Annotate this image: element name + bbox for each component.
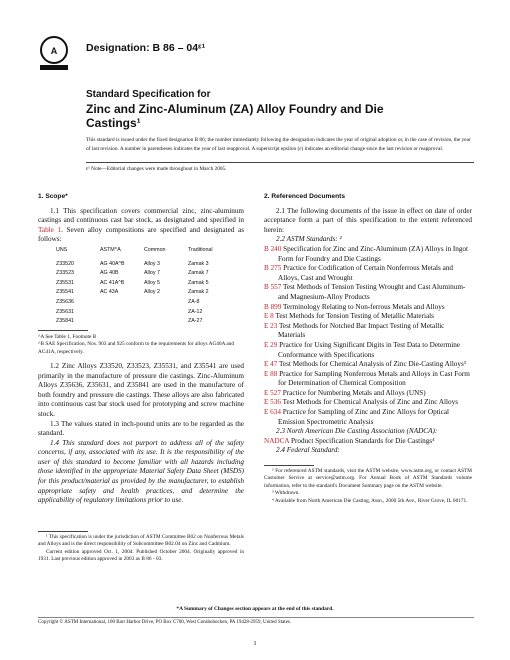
paragraph-2-4: 2.4 Federal Standard: (276, 446, 340, 455)
footnote-4: ⁴ Available from North American Die Casting, Assn., 2000 5th Ave., River Grove, IL 60171. (272, 497, 468, 504)
separator (86, 162, 474, 163)
reference-link[interactable]: E 8 (264, 312, 274, 321)
list-item: B 240 Specification for Zinc and Zinc-Aluminum (ZA) Alloys in Ingot Form for Foundry and Die Castings (264, 244, 469, 263)
table-header-uns: UNS (56, 246, 68, 253)
list-item: E 88 Practice for Sampling Nonferrous Metals and Alloys in Cast Form for Determination of Chemical Composition (264, 369, 470, 388)
list-item: B 557 Test Methods of Tension Testing Wrought and Cast Aluminum- and Magnesium-Alloy Products (264, 283, 466, 301)
right-column (264, 192, 472, 456)
paragraph-2-3: 2.3 North American Die Casting Association (NADCA): (276, 427, 438, 436)
table-footnote-rule (38, 330, 88, 331)
alloy-table (56, 246, 213, 327)
list-item: B 275 Practice for Codification of Certain Nonferrous Metals and Alloys, Cast and Wrought (264, 264, 454, 282)
table-row: Z35631 ZA-12 (56, 308, 203, 315)
table-row: Z33520 AG 40A^B Alloy 3 Zamak 3 (56, 260, 209, 267)
paragraph-1-4: 1.4 This standard does not purport to address all of the safety concerns, if any, associated with its use. It is the responsibility of the user of this standard to become familiar with all hazards including those identified in the appropriate Material Safety Data Sheet (MSDS) for this product/material as provided by the manufacturer, to establish appropriate safety and health practices, and determine the applicability of regulatory limitations prior to use. (38, 438, 244, 505)
editorial-note: ε¹ Note—Editorial changes were made throughout in March 2005. (86, 166, 227, 172)
list-item: E 47 Test Methods for Chemical Analysis of Zinc Die-Casting Alloys³ (264, 360, 466, 369)
list-item: B 899 Terminology Relating to Non-ferrous Metals and Alloys (264, 302, 445, 311)
paragraph-2-2: 2.2 ASTM Standards: ² (276, 235, 342, 244)
svg-text:A: A (50, 46, 58, 56)
astm-logo (38, 36, 70, 72)
table-footnote-b: ^B SAE Specification, Nos. 903 and 925 conform to the requirements for alloys AG40A and AC41A, respectively. (38, 341, 235, 355)
paragraph-1-1: 1.1 This specification covers commercial zinc, zinc-aluminum castings and continuous cast bar stock, as designated and specified in Table 1. Seven alloy compositions are specified and designated as follows: (38, 206, 245, 244)
table-row: Z35541 AC 43A Alloy 2 Zamak 2 (56, 289, 209, 296)
paragraph-1-3: 1.3 The values stated in inch-pound units are to be regarded as the standard. (38, 419, 244, 438)
reference-link[interactable]: B 899 (264, 302, 282, 311)
list-item: E 634 Practice for Sampling of Zinc and Zinc Alloys for Optical Emission Spectrometric Analysis (264, 408, 450, 426)
reference-list (264, 245, 472, 427)
list-item: E 527 Practice for Numbering Metals and Alloys (UNS) (264, 388, 426, 397)
reference-link[interactable]: E 527 (264, 388, 281, 397)
table-row: Z35531 AC 41A^B Alloy 5 Zamak 5 (56, 279, 209, 286)
right-footnotes (264, 468, 472, 505)
footnote-3: ³ Withdrawn. (272, 490, 300, 497)
footnote-1: ¹ This specification is under the jurisdiction of ASTM Committee B02 on Nonferrous Metals and Alloys and is the direct responsibility of Subcommittee B02.04 on Zinc and Cadmium. (38, 534, 244, 548)
list-item: E 536 Test Methods for Chemical Analysis of Zinc and Zinc Alloys (264, 398, 459, 407)
nadca-reference: NADCA Product Specification Standards for Die Castings⁴ (264, 436, 435, 445)
document-title (86, 88, 384, 130)
left-footnotes (38, 534, 244, 564)
reference-link[interactable]: E 634 (264, 408, 281, 417)
paragraph-1-2: 1.2 Zinc Alloys Z33520, Z33523, Z35531, and Z35541 are used primarily in the manufacture of pressure die castings. Zinc-Aluminum Alloys Z35636, Z35631, and Z35841 are used in the manufacture of both foundry and pressure die castings. These alloys are also fabricated into continuous cast bar stock used for prototyping and screw machine stock. (38, 361, 244, 418)
reference-link[interactable]: B 275 (264, 264, 282, 273)
title-line-2: Zinc and Zinc-Aluminum (ZA) Alloy Foundry and Die (86, 102, 384, 116)
table-1-link[interactable]: Table 1 (38, 225, 62, 234)
page-number: 1 (253, 640, 257, 647)
issuance-notice: This standard is issued under the fixed designation B 86; the number immediately following the designation indicates the year of original adoption or, in the case of revision, the year of last revision. A number in parentheses indicates the year of last reapproval. A superscript epsilon (ε) indicates an editorial change since the last revision or reapproval. (86, 137, 471, 152)
reference-link[interactable]: B 557 (264, 283, 282, 292)
table-row: Z35636 ZA-8 (56, 298, 200, 305)
title-line-3: Castings¹ (86, 116, 141, 130)
list-item: E 8 Test Methods for Tension Testing of Metallic Materials (264, 312, 434, 321)
scope-heading: 1. Scope* (38, 193, 68, 200)
references-heading: 2. Referenced Documents (264, 193, 345, 200)
nadca-link[interactable]: NADCA (264, 436, 290, 445)
paragraph-2-1: 2.1 The following documents of the issue in effect on date of order acceptance form a part of this specification to the extent referenced herein: (264, 206, 472, 234)
summary-notice: *A Summary of Changes section appears at the end of this standard. (176, 606, 334, 612)
footnote-rule (264, 465, 314, 466)
list-item: E 29 Practice for Using Significant Digits in Test Data to Determine Conformance with Specifications (264, 340, 460, 359)
table-header-traditional: Traditional (188, 246, 213, 253)
reference-link[interactable]: E 29 (264, 340, 278, 349)
table-footnote-a: ^A See Table 1, Footnote B (38, 333, 97, 340)
reference-link[interactable]: E 536 (264, 398, 281, 407)
footnote-rule (38, 531, 88, 532)
reference-link[interactable]: E 23 (264, 321, 278, 330)
footnote-1-approval: Current edition approved Oct. 1, 2004. Published October 2004. Originally approved in 1931. Last previous edition approved in 2003 as B 86 - 03. (38, 548, 244, 563)
reference-link[interactable]: E 47 (264, 360, 278, 369)
designation: Designation: B 86 – 04ᵋ¹ (86, 42, 206, 54)
table-header-astm: ASTM^A (100, 246, 121, 253)
title-line-1: Standard Specification for (86, 89, 211, 100)
left-column (38, 192, 244, 506)
reference-link[interactable]: E 88 (264, 369, 278, 378)
footer-separator (38, 617, 474, 618)
table-row: Z33523 AG 40B Alloy 7 Zamak 7 (56, 270, 209, 277)
list-item: E 23 Test Methods for Notched Bar Impact Testing of Metallic Materials (264, 321, 445, 340)
table-header-common: Common (144, 246, 166, 253)
footnote-2: ² For referenced ASTM standards, visit the ASTM website, www.astm.org, or contact ASTM Customer Service at service@astm.org. For Annual Book of ASTM Standards volume information, refer to the standard's Document Summary page on the ASTM website. (264, 468, 472, 489)
copyright: Copyright © ASTM International, 100 Barr Harbor Drive, PO Box C700, West Conshohocken, PA 19428-2959, United States. (38, 620, 292, 625)
reference-link[interactable]: B 240 (264, 244, 282, 253)
table-row: Z35841 ZA-27 (56, 318, 203, 325)
